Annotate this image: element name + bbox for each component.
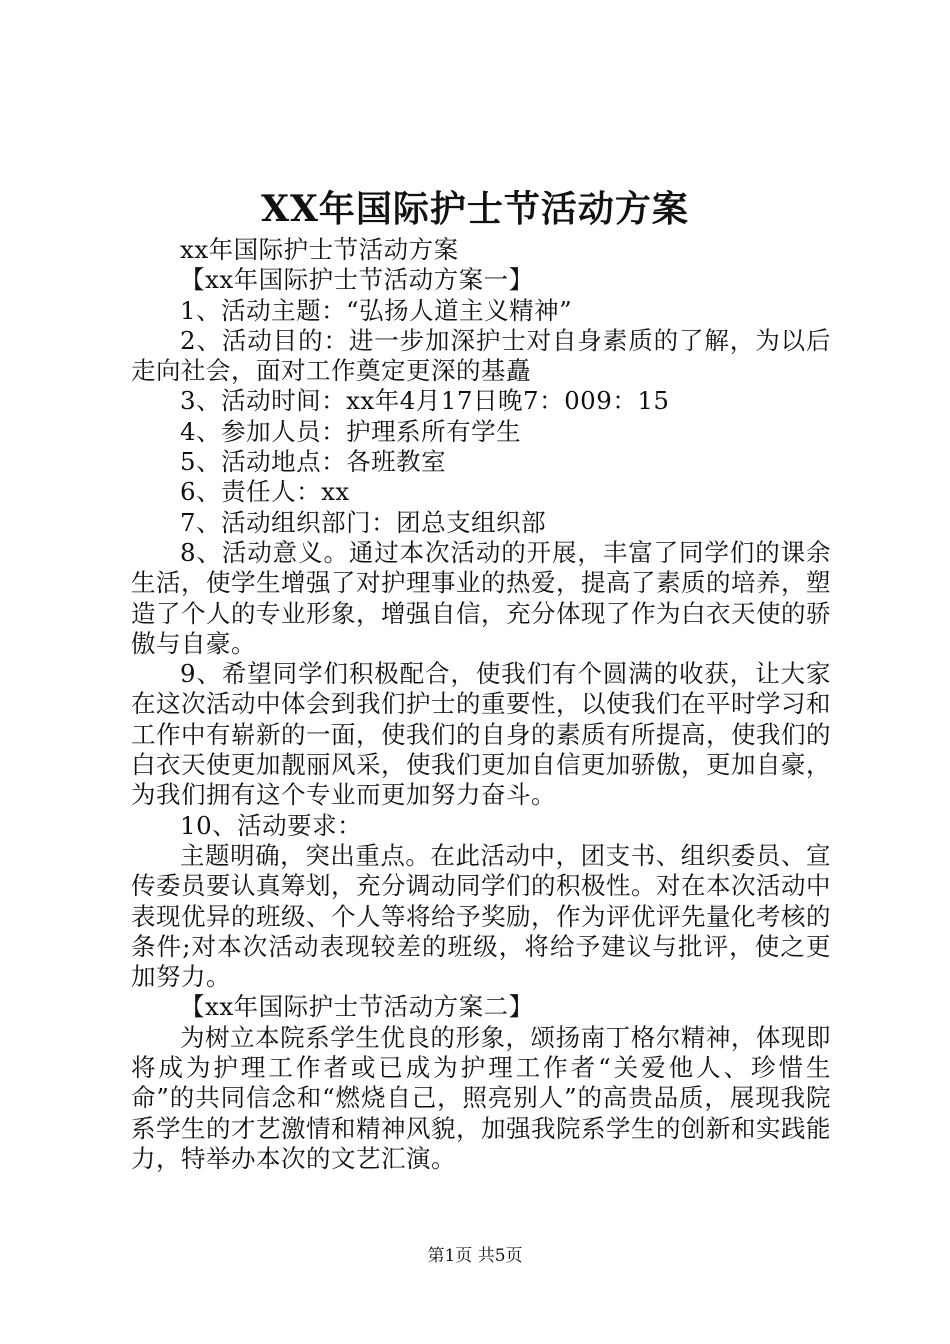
paragraph: 5、活动地点：各班教室 (180, 447, 447, 477)
page-footer: 第1页 共5页 (427, 1246, 523, 1266)
paragraph: 为树立本院系学生优良的形象，颂扬南丁格尔精神，体现即将成为护理工作者或已成为护理工作者“关爱他人、珍惜生命”的共同信念和“燃烧自己，照亮别人”的高贵品质，展现我院系学生的才艺激情和精神风貌，加强我院系学生的创新和实践能力，特举办本次的文艺汇演。 (131, 1022, 831, 1173)
paragraph: 3、活动时间：xx年4月17日晚7：009：15 (180, 386, 670, 416)
paragraph: 7、活动组织部门：团总支组织部 (180, 507, 547, 537)
paragraph: 10、活动要求： (180, 810, 363, 840)
document-body (131, 235, 831, 1174)
paragraph: 9、希望同学们积极配合，使我们有个圆满的收获，让大家在这次活动中体会到我们护士的重要性，以使我们在平时学习和工作中有崭新的一面，使我们的自身的素质有所提高，使我们的白衣天使更加靓丽风采，使我们更加自信更加骄傲，更加自豪，为我们拥有这个专业而更加努力奋斗。 (131, 659, 831, 810)
section-heading: 【xx年国际护士节活动方案二】 (180, 992, 534, 1022)
paragraph: 1、活动主题：“弘扬人道主义精神” (180, 295, 573, 325)
paragraph: xx年国际护士节活动方案 (180, 235, 459, 264)
paragraph: 4、参加人员：护理系所有学生 (180, 416, 522, 446)
paragraph: 2、活动目的：进一步加深护士对自身素质的了解，为以后走向社会，面对工作奠定更深的基矗 (131, 325, 831, 386)
paragraph: 主题明确，突出重点。在此活动中，团支书、组织委员、宣传委员要认真筹划，充分调动同学们的积极性。对在本次活动中表现优异的班级、个人等将给予奖励，作为评优评先量化考核的条件;对本次活动表现较差的班级，将给予建议与批评，使之更加努力。 (131, 840, 831, 992)
section-heading: 【xx年国际护士节活动方案一】 (180, 265, 534, 295)
paragraph: 8、活动意义。通过本次活动的开展，丰富了同学们的课余生活，使学生增强了对护理事业的热爱，提高了素质的培养，塑造了个人的专业形象，增强自信，充分体现了作为白衣天使的骄傲与自豪。 (131, 537, 831, 658)
paragraph: 6、责任人：xx (180, 477, 350, 507)
document-title: XX年国际护士节活动方案 (261, 188, 689, 230)
